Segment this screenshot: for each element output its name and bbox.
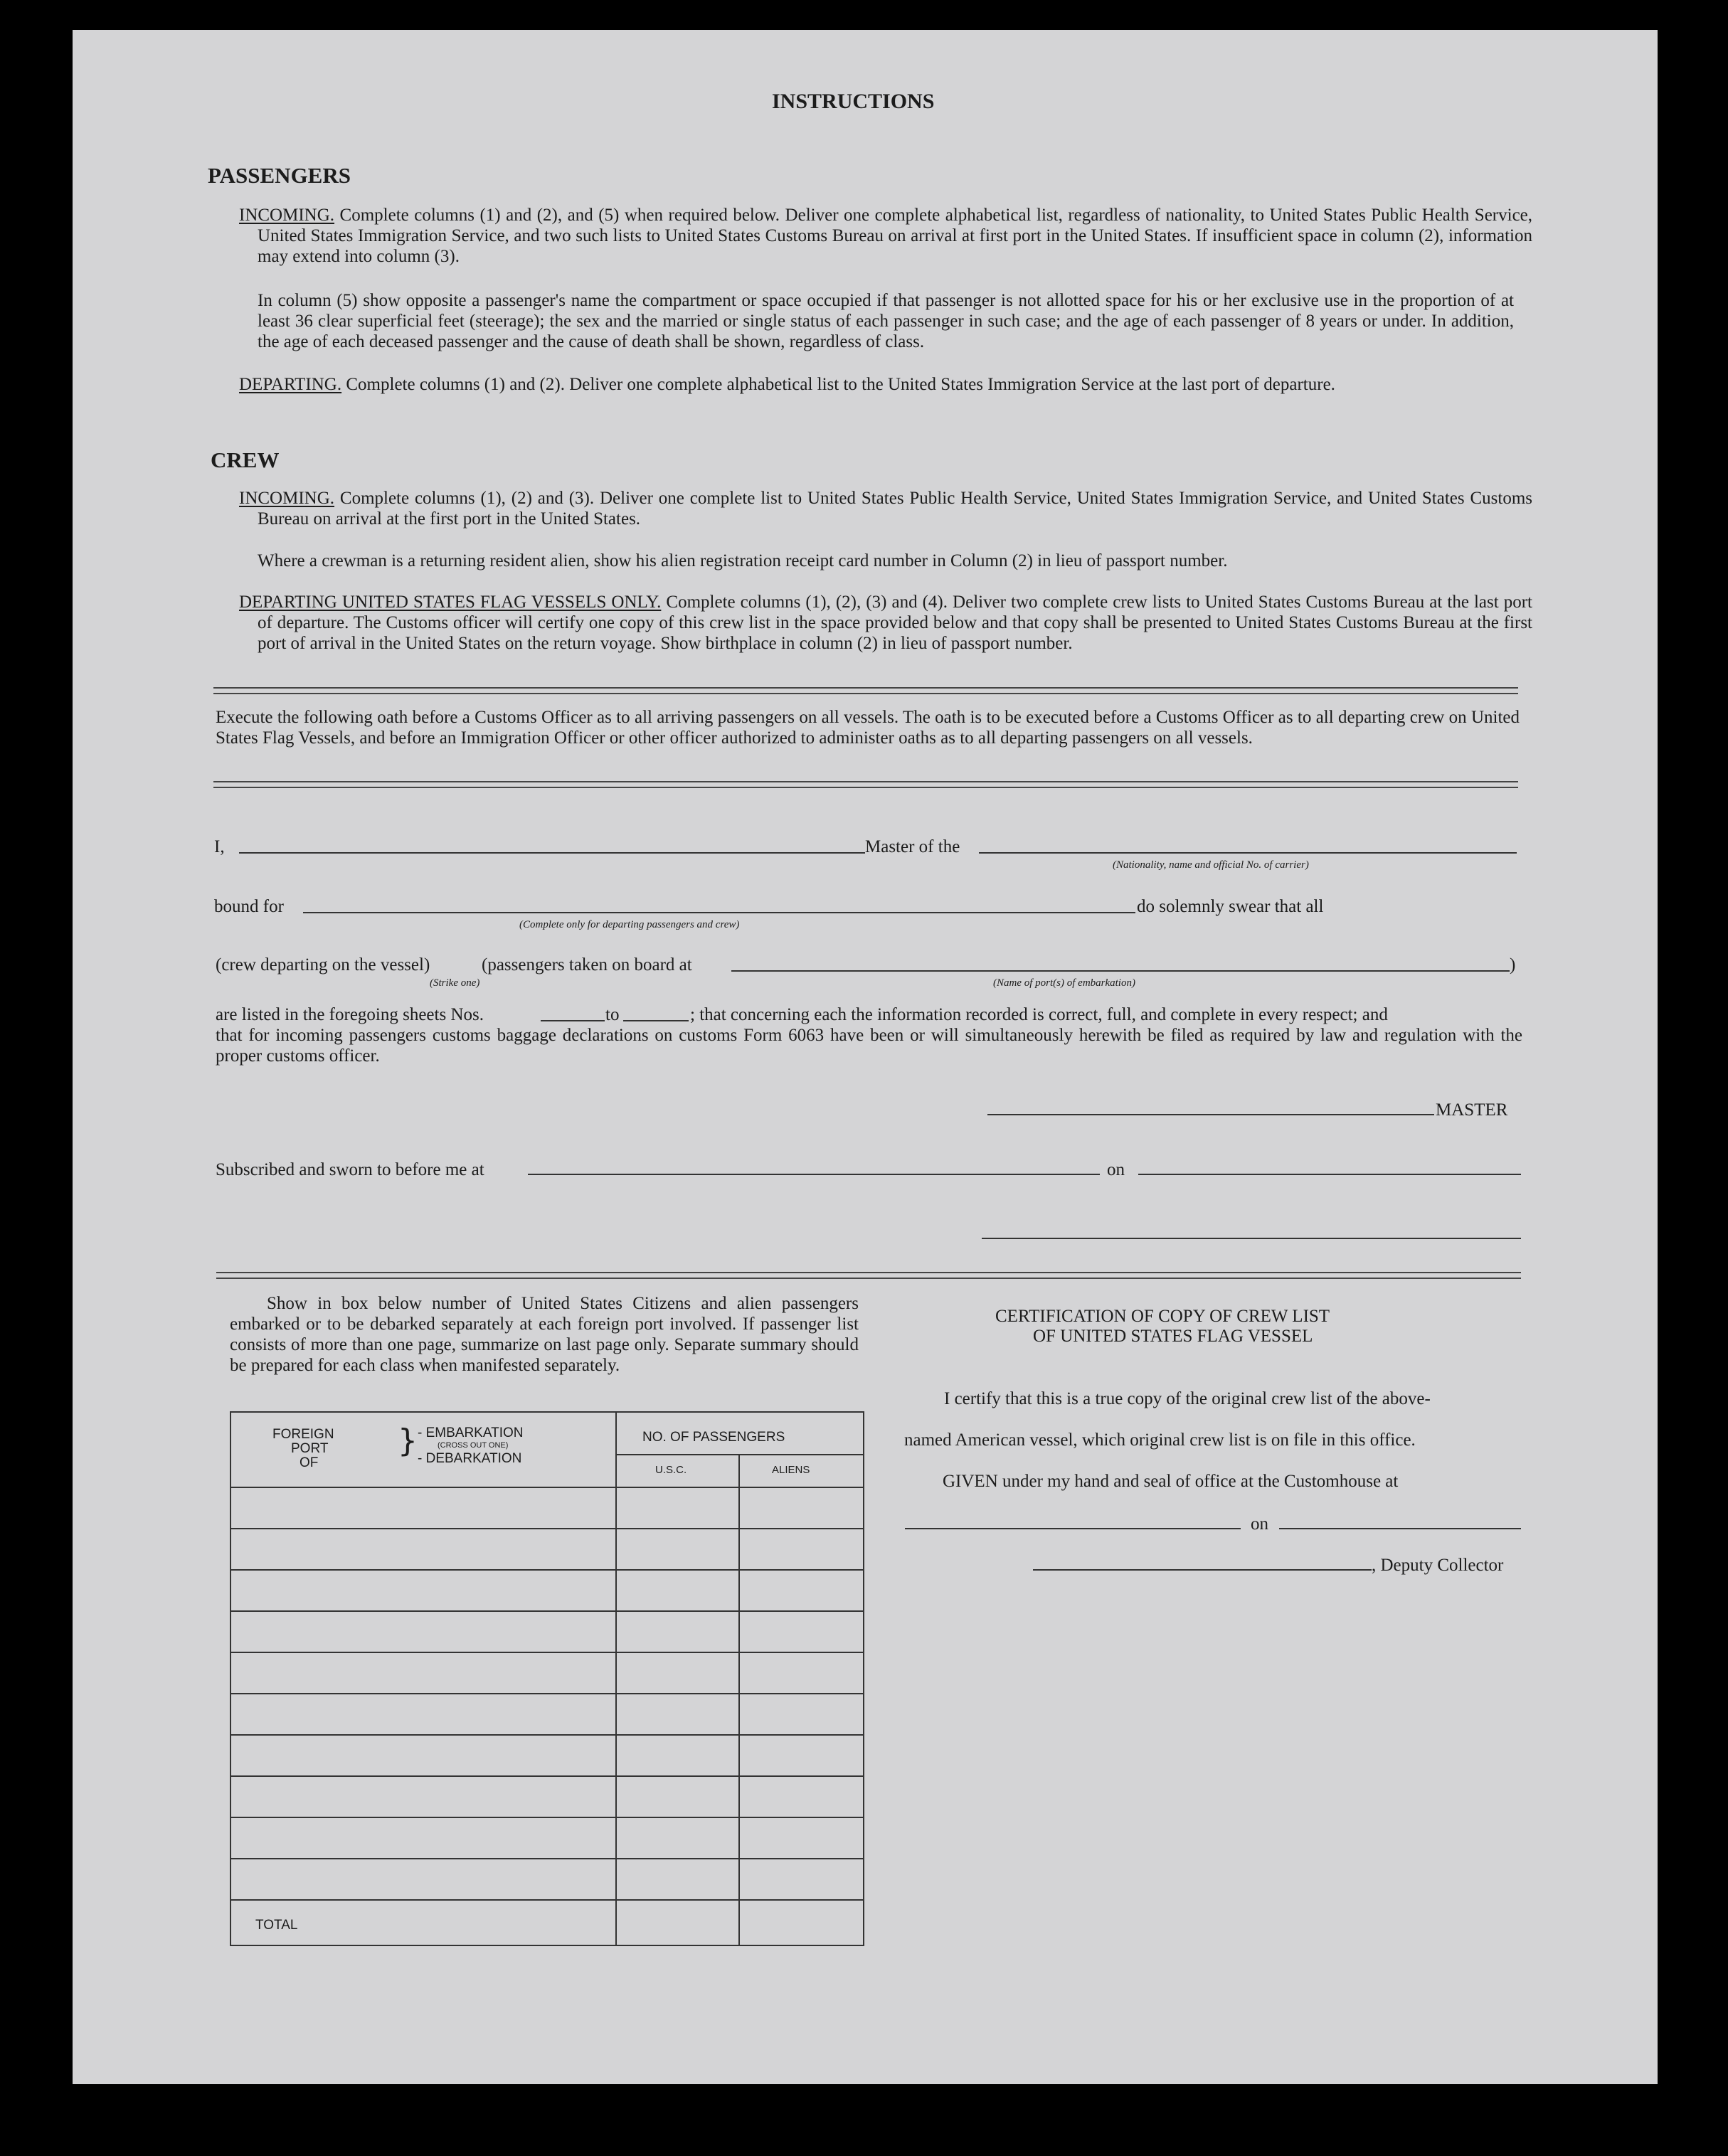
sheets-to-field[interactable] — [623, 1020, 689, 1021]
bound-for-label: bound for — [214, 897, 284, 916]
strike-one-caption: (Strike one) — [430, 977, 480, 989]
passengers-taken-option[interactable]: (passengers taken on board at — [482, 955, 692, 975]
oath-continuation: that for incoming passengers customs baggage declarations on customs Form 6063 have been or will simultaneously herewith be filed as required by law and regulation with the proper customs officer. — [216, 1026, 1522, 1066]
certification-date-field[interactable] — [1279, 1528, 1521, 1529]
passengers-departing-text: Complete columns (1) and (2). Deliver one complete alphabetical list to the United States Immigration Service at the last port of departure. — [346, 375, 1335, 394]
crew-departing-paragraph — [239, 592, 1532, 654]
passenger-summary-table — [230, 1411, 864, 1946]
header-no-passengers: NO. OF PASSENGERS — [642, 1430, 785, 1445]
header-foreign: FOREIGN — [272, 1427, 334, 1442]
passengers-column5-paragraph: In column (5) show opposite a passenger's name the compartment or space occupied if that passenger is not allotted space for his or her exclusive use in the proportion of at least 36 clear superficial feet (steerage); the sex and the married or single status of each passenger in such case; and the age of each passenger of 8 years or under. In addition, the age of each deceased passenger and the cause of death shall be shown, regardless of class. — [258, 291, 1514, 351]
close-paren: ) — [1510, 955, 1516, 975]
table-row-line — [231, 1899, 863, 1901]
master-signature-field[interactable] — [987, 1114, 1434, 1115]
certification-title-line2: OF UNITED STATES FLAG VESSEL — [1033, 1327, 1313, 1346]
crew-departing-option[interactable]: (crew departing on the vessel) — [216, 955, 430, 975]
oath-i-label: I, — [214, 837, 225, 856]
ports-caption: (Name of port(s) of embarkation) — [993, 977, 1135, 989]
oath-instructions: Execute the following oath before a Customs Officer as to all arriving passengers on all vessels. The oath is to be executed before a Customs Officer as to all departing crew on United States Flag Vessels, and before an Immigration Officer or other officer authorized to administer oaths as to all departing passengers on all vessels. — [216, 708, 1520, 748]
crew-incoming-text: Complete columns (1), (2) and (3). Deliver one complete list to United States Public Health Service, United States Immigration Service, and United States Customs Bureau on arrival at the first port in the United States. — [258, 489, 1533, 529]
header-of: OF — [300, 1455, 319, 1470]
crew-resident-alien-text: Where a crewman is a returning resident alien, show his alien registration receipt card number in Column (2) in lieu of passport number. — [258, 551, 1228, 570]
certification-line1: I certify that this is a true copy of the original crew list of the above- — [944, 1389, 1431, 1408]
officer-signature-field[interactable] — [982, 1238, 1521, 1239]
sworn-place-field[interactable] — [528, 1174, 1100, 1175]
header-debarkation: - DEBARKATION — [418, 1451, 522, 1466]
crew-departing-text: Complete columns (1), (2), (3) and (4). Deliver two complete crew lists to United States Customs Bureau at the last port of departure. The Customs officer will certify one copy of this crew list in the space provided below and that copy shall be presented to United States Customs Bureau at the first port of arrival in the United States on the return voyage. Show birthplace in column (2) in lieu of passport number. — [258, 593, 1532, 653]
table-row-line — [231, 1775, 863, 1777]
total-label: TOTAL — [255, 1918, 298, 1933]
table-row-line — [231, 1817, 863, 1818]
passengers-incoming-paragraph — [239, 205, 1532, 267]
carrier-caption: (Nationality, name and official No. of carrier) — [1113, 859, 1309, 871]
table-row-line — [231, 1858, 863, 1859]
crew-departing-label: DEPARTING UNITED STATES FLAG VESSELS ONLY. — [239, 593, 662, 612]
certification-title-line1: CERTIFICATION OF COPY OF CREW LIST — [995, 1307, 1330, 1326]
separator-rule — [213, 687, 1518, 694]
table-row-line — [231, 1734, 863, 1736]
header-port: PORT — [291, 1441, 329, 1456]
bound-for-caption: (Complete only for departing passengers and crew) — [519, 919, 740, 930]
customhouse-place-field[interactable] — [905, 1528, 1241, 1529]
certification-line3: GIVEN under my hand and seal of office at the Customhouse at — [943, 1472, 1399, 1491]
passengers-heading: PASSENGERS — [208, 163, 351, 188]
table-row-line — [231, 1528, 863, 1529]
swear-text: do solemnly swear that all — [1137, 897, 1324, 916]
sheets-from-field[interactable] — [541, 1020, 605, 1021]
crew-incoming-label: INCOMING. — [239, 489, 335, 508]
passengers-departing-paragraph — [239, 374, 1532, 395]
master-label: MASTER — [1436, 1100, 1508, 1120]
embarkation-ports-field[interactable] — [731, 970, 1510, 972]
listed-text-end: ; that concerning each the information recorded is correct, full, and complete in every respect; and — [690, 1005, 1388, 1024]
sworn-on-label: on — [1107, 1160, 1125, 1179]
header-divider — [615, 1454, 863, 1455]
table-row-line — [231, 1693, 863, 1694]
header-bottom — [231, 1487, 863, 1488]
master-of-label: Master of the — [865, 837, 960, 856]
listed-to-label: to — [605, 1005, 620, 1024]
header-usc: U.S.C. — [655, 1464, 687, 1476]
bound-for-field[interactable] — [303, 912, 1135, 913]
carrier-field[interactable] — [979, 852, 1517, 854]
subscribed-label: Subscribed and sworn to before me at — [216, 1160, 484, 1179]
passengers-departing-label: DEPARTING. — [239, 375, 342, 394]
passengers-incoming-text: Complete columns (1) and (2), and (5) when required below. Deliver one complete alphabetical list, regardless of nationality, to United States Public Health Service, United States Immigration Service, and two such lists to United States Customs Bureau on arrival at first port in the United States. If insufficient space in column (2), information may extend into column (3). — [258, 206, 1533, 266]
passengers-incoming-label: INCOMING. — [239, 206, 335, 225]
crew-incoming-paragraph — [239, 488, 1532, 529]
brace-glyph: } — [398, 1423, 418, 1459]
summary-instructions: Show in box below number of United States Citizens and alien passengers embarked or to be debarked separately at each foreign port involved. If passenger list consists of more than one page, summarize on last page only. Separate summary should be prepared for each class when manifested separately. — [230, 1294, 859, 1375]
table-row-line — [231, 1569, 863, 1571]
sworn-date-field[interactable] — [1138, 1174, 1521, 1175]
table-row-line — [231, 1652, 863, 1653]
master-name-field[interactable] — [239, 852, 865, 854]
crew-heading: CREW — [211, 447, 280, 472]
header-aliens: ALIENS — [772, 1464, 810, 1476]
table-row-line — [231, 1610, 863, 1612]
certification-on-label: on — [1251, 1514, 1268, 1534]
deputy-collector-label: , Deputy Collector — [1372, 1556, 1504, 1575]
separator-rule — [213, 781, 1518, 788]
separator-rule — [216, 1272, 1521, 1279]
header-cross-out: (CROSS OUT ONE) — [438, 1441, 509, 1450]
header-embarkation: - EMBARKATION — [418, 1425, 524, 1440]
deputy-signature-field[interactable] — [1033, 1569, 1372, 1571]
listed-text-start: are listed in the foregoing sheets Nos. — [216, 1005, 484, 1024]
certification-line2: named American vessel, which original crew list is on file in this office. — [904, 1430, 1416, 1450]
col-divider — [615, 1413, 617, 1945]
page-title: INSTRUCTIONS — [772, 90, 935, 113]
